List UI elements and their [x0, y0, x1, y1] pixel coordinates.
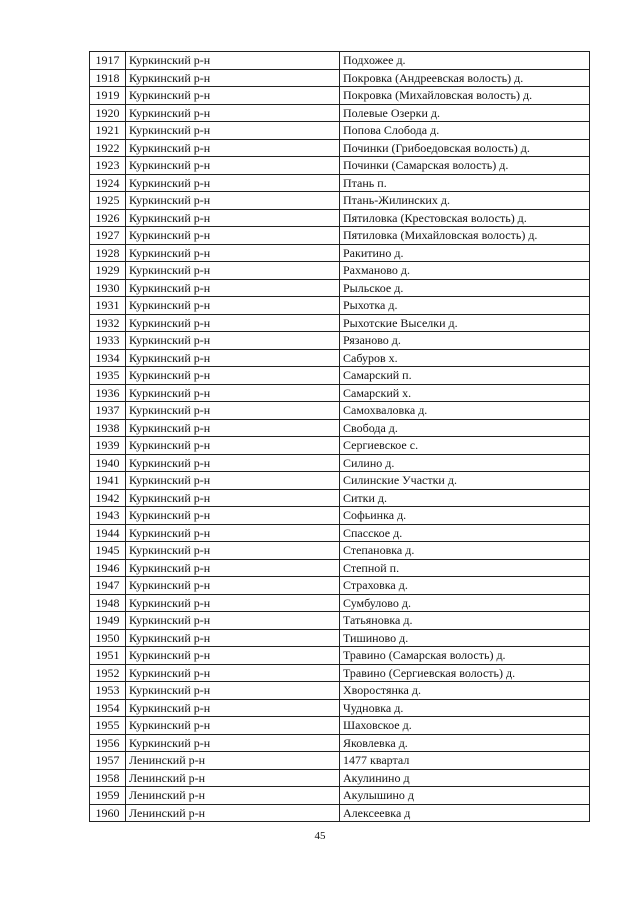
settlement-cell: Степановка д.	[340, 542, 590, 560]
row-number-cell: 1941	[90, 472, 126, 490]
settlement-cell: Шаховское д.	[340, 717, 590, 735]
settlement-cell: Пятиловка (Михайловская волость) д.	[340, 227, 590, 245]
district-cell: Куркинский р-н	[126, 367, 340, 385]
district-cell: Куркинский р-н	[126, 104, 340, 122]
settlement-cell: Подхожее д.	[340, 52, 590, 70]
district-cell: Куркинский р-н	[126, 384, 340, 402]
row-number-cell: 1943	[90, 507, 126, 525]
settlement-cell: Сумбулово д.	[340, 594, 590, 612]
row-number-cell: 1933	[90, 332, 126, 350]
district-cell: Куркинский р-н	[126, 454, 340, 472]
row-number-cell: 1928	[90, 244, 126, 262]
district-cell: Куркинский р-н	[126, 647, 340, 665]
table-row	[90, 297, 590, 315]
row-number-cell: 1917	[90, 52, 126, 70]
district-cell: Куркинский р-н	[126, 664, 340, 682]
table-row	[90, 69, 590, 87]
settlement-cell: Травино (Сергиевская волость) д.	[340, 664, 590, 682]
row-number-cell: 1946	[90, 559, 126, 577]
table-row	[90, 367, 590, 385]
district-cell: Куркинский р-н	[126, 122, 340, 140]
row-number-cell: 1944	[90, 524, 126, 542]
table-row	[90, 419, 590, 437]
settlements-table	[89, 51, 590, 822]
row-number-cell: 1952	[90, 664, 126, 682]
row-number-cell: 1951	[90, 647, 126, 665]
district-cell: Ленинский р-н	[126, 804, 340, 822]
settlement-cell: Софьинка д.	[340, 507, 590, 525]
settlement-cell: Самарский х.	[340, 384, 590, 402]
district-cell: Куркинский р-н	[126, 69, 340, 87]
settlement-cell: Акулышино д	[340, 787, 590, 805]
district-cell: Куркинский р-н	[126, 174, 340, 192]
settlement-cell: Силинские Участки д.	[340, 472, 590, 490]
settlement-cell: Ситки д.	[340, 489, 590, 507]
table-row	[90, 472, 590, 490]
row-number-cell: 1956	[90, 734, 126, 752]
table-row	[90, 542, 590, 560]
settlement-cell: Попова Слобода д.	[340, 122, 590, 140]
settlement-cell: Сергиевское с.	[340, 437, 590, 455]
settlement-cell: Тишиново д.	[340, 629, 590, 647]
table-body	[90, 52, 590, 822]
page-number: 45	[314, 830, 326, 842]
table-row	[90, 804, 590, 822]
settlement-cell: Полевые Озерки д.	[340, 104, 590, 122]
district-cell: Куркинский р-н	[126, 489, 340, 507]
table-row	[90, 577, 590, 595]
row-number-cell: 1919	[90, 87, 126, 105]
row-number-cell: 1954	[90, 699, 126, 717]
table-row	[90, 507, 590, 525]
row-number-cell: 1923	[90, 157, 126, 175]
district-cell: Куркинский р-н	[126, 472, 340, 490]
settlement-cell: Рязаново д.	[340, 332, 590, 350]
row-number-cell: 1920	[90, 104, 126, 122]
table-row	[90, 279, 590, 297]
district-cell: Куркинский р-н	[126, 682, 340, 700]
row-number-cell: 1935	[90, 367, 126, 385]
settlement-cell: Самохваловка д.	[340, 402, 590, 420]
district-cell: Ленинский р-н	[126, 787, 340, 805]
table-row	[90, 559, 590, 577]
table-row	[90, 489, 590, 507]
table-row	[90, 454, 590, 472]
row-number-cell: 1922	[90, 139, 126, 157]
district-cell: Куркинский р-н	[126, 402, 340, 420]
district-cell: Ленинский р-н	[126, 752, 340, 770]
table-row	[90, 402, 590, 420]
row-number-cell: 1927	[90, 227, 126, 245]
district-cell: Куркинский р-н	[126, 612, 340, 630]
district-cell: Куркинский р-н	[126, 244, 340, 262]
table-row	[90, 437, 590, 455]
table-row	[90, 594, 590, 612]
district-cell: Куркинский р-н	[126, 52, 340, 70]
table-row	[90, 244, 590, 262]
district-cell: Куркинский р-н	[126, 87, 340, 105]
settlement-cell: Птань-Жилинских д.	[340, 192, 590, 210]
row-number-cell: 1938	[90, 419, 126, 437]
district-cell: Куркинский р-н	[126, 209, 340, 227]
table-row	[90, 647, 590, 665]
district-cell: Куркинский р-н	[126, 157, 340, 175]
table-row	[90, 629, 590, 647]
row-number-cell: 1953	[90, 682, 126, 700]
row-number-cell: 1929	[90, 262, 126, 280]
table-row	[90, 192, 590, 210]
table-row	[90, 174, 590, 192]
district-cell: Куркинский р-н	[126, 507, 340, 525]
settlement-cell: Рахманово д.	[340, 262, 590, 280]
settlement-cell: Пятиловка (Крестовская волость) д.	[340, 209, 590, 227]
settlement-cell: 1477 квартал	[340, 752, 590, 770]
settlement-cell: Алексеевка д	[340, 804, 590, 822]
table-row	[90, 664, 590, 682]
district-cell: Куркинский р-н	[126, 542, 340, 560]
settlement-cell: Чудновка д.	[340, 699, 590, 717]
table-row	[90, 524, 590, 542]
district-cell: Куркинский р-н	[126, 139, 340, 157]
row-number-cell: 1950	[90, 629, 126, 647]
row-number-cell: 1955	[90, 717, 126, 735]
row-number-cell: 1942	[90, 489, 126, 507]
row-number-cell: 1949	[90, 612, 126, 630]
district-cell: Ленинский р-н	[126, 769, 340, 787]
row-number-cell: 1957	[90, 752, 126, 770]
district-cell: Куркинский р-н	[126, 559, 340, 577]
settlement-cell: Самарский п.	[340, 367, 590, 385]
settlement-cell: Ракитино д.	[340, 244, 590, 262]
table-row	[90, 717, 590, 735]
settlement-cell: Починки (Грибоедовская волость) д.	[340, 139, 590, 157]
table-row	[90, 227, 590, 245]
settlement-cell: Рыхотка д.	[340, 297, 590, 315]
district-cell: Куркинский р-н	[126, 717, 340, 735]
settlement-cell: Сабуров х.	[340, 349, 590, 367]
district-cell: Куркинский р-н	[126, 629, 340, 647]
table-row	[90, 332, 590, 350]
table-row	[90, 139, 590, 157]
settlement-cell: Травино (Самарская волость) д.	[340, 647, 590, 665]
table-row	[90, 52, 590, 70]
district-cell: Куркинский р-н	[126, 192, 340, 210]
table-row	[90, 682, 590, 700]
district-cell: Куркинский р-н	[126, 297, 340, 315]
settlement-cell: Рыхотские Выселки д.	[340, 314, 590, 332]
table-row	[90, 209, 590, 227]
district-cell: Куркинский р-н	[126, 524, 340, 542]
table-row	[90, 734, 590, 752]
table-row	[90, 157, 590, 175]
row-number-cell: 1924	[90, 174, 126, 192]
district-cell: Куркинский р-н	[126, 227, 340, 245]
district-cell: Куркинский р-н	[126, 314, 340, 332]
settlement-cell: Покровка (Михайловская волость) д.	[340, 87, 590, 105]
table-row	[90, 769, 590, 787]
row-number-cell: 1939	[90, 437, 126, 455]
table-row	[90, 104, 590, 122]
settlement-cell: Силино д.	[340, 454, 590, 472]
table-row	[90, 349, 590, 367]
row-number-cell: 1926	[90, 209, 126, 227]
row-number-cell: 1948	[90, 594, 126, 612]
row-number-cell: 1945	[90, 542, 126, 560]
settlement-cell: Починки (Самарская волость) д.	[340, 157, 590, 175]
row-number-cell: 1960	[90, 804, 126, 822]
row-number-cell: 1958	[90, 769, 126, 787]
district-cell: Куркинский р-н	[126, 577, 340, 595]
row-number-cell: 1937	[90, 402, 126, 420]
district-cell: Куркинский р-н	[126, 419, 340, 437]
row-number-cell: 1930	[90, 279, 126, 297]
settlement-cell: Татьяновка д.	[340, 612, 590, 630]
row-number-cell: 1918	[90, 69, 126, 87]
row-number-cell: 1932	[90, 314, 126, 332]
row-number-cell: 1931	[90, 297, 126, 315]
district-cell: Куркинский р-н	[126, 262, 340, 280]
settlement-cell: Степной п.	[340, 559, 590, 577]
settlement-cell: Покровка (Андреевская волость) д.	[340, 69, 590, 87]
row-number-cell: 1921	[90, 122, 126, 140]
district-cell: Куркинский р-н	[126, 349, 340, 367]
row-number-cell: 1925	[90, 192, 126, 210]
district-cell: Куркинский р-н	[126, 699, 340, 717]
table-row	[90, 699, 590, 717]
settlement-cell: Хворостянка д.	[340, 682, 590, 700]
table-row	[90, 314, 590, 332]
table-row	[90, 787, 590, 805]
row-number-cell: 1959	[90, 787, 126, 805]
settlement-cell: Свобода д.	[340, 419, 590, 437]
row-number-cell: 1940	[90, 454, 126, 472]
table-row	[90, 384, 590, 402]
table-row	[90, 262, 590, 280]
table-row	[90, 612, 590, 630]
row-number-cell: 1934	[90, 349, 126, 367]
settlement-cell: Акулинино д	[340, 769, 590, 787]
settlement-cell: Рыльское д.	[340, 279, 590, 297]
district-cell: Куркинский р-н	[126, 437, 340, 455]
table-row	[90, 87, 590, 105]
settlement-cell: Спасское д.	[340, 524, 590, 542]
row-number-cell: 1936	[90, 384, 126, 402]
district-cell: Куркинский р-н	[126, 594, 340, 612]
row-number-cell: 1947	[90, 577, 126, 595]
district-cell: Куркинский р-н	[126, 279, 340, 297]
table-row	[90, 122, 590, 140]
settlement-cell: Птань п.	[340, 174, 590, 192]
district-cell: Куркинский р-н	[126, 734, 340, 752]
district-cell: Куркинский р-н	[126, 332, 340, 350]
table-row	[90, 752, 590, 770]
settlement-cell: Яковлевка д.	[340, 734, 590, 752]
settlement-cell: Страховка д.	[340, 577, 590, 595]
